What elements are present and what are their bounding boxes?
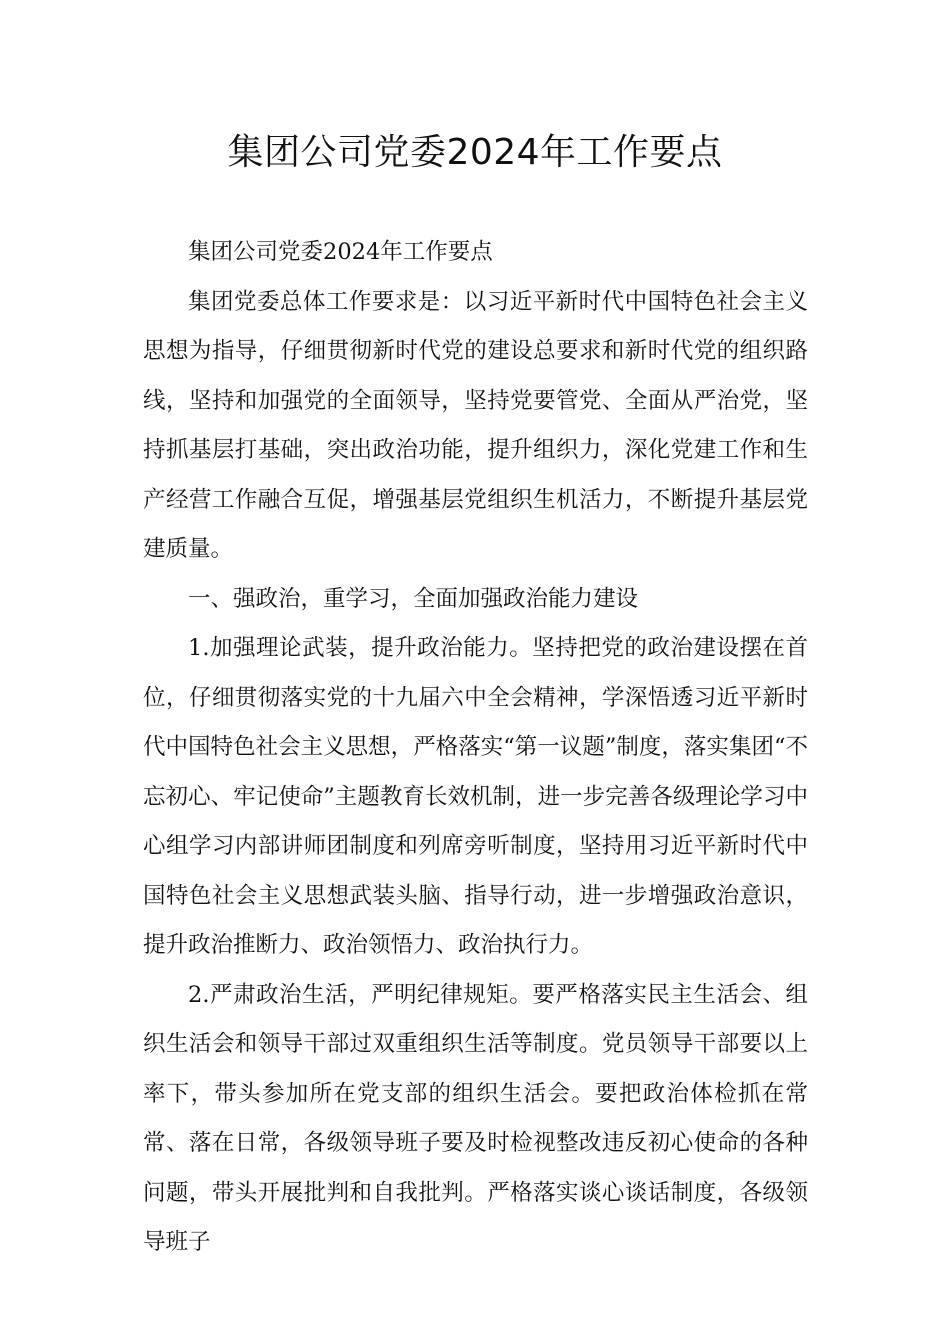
document-title: 集团公司党委2024年工作要点: [227, 132, 723, 173]
paragraph-item-2: 2.严肃政治生活，严明纪律规矩。要严格落实民主生活会、组织生活会和领导干部过双重组织生活等制度。党员领导干部要以上率下，带头参加所在党支部的组织生活会。要把政治体检抓在常常、落在日常，各级领导班子要及时检视整改违反初心使命的各种问题，带头开展批判和自我批判。严格落实谈心谈话制度，各级领导班子: [143, 981, 808, 1255]
document-body: [143, 228, 808, 1268]
paragraph-overall-requirements: 集团党委总体工作要求是：以习近平新时代中国特色社会主义思想为指导，仔细贯彻新时代党的建设总要求和新时代党的组织路线，坚持和加强党的全面领导，坚持党要管党、全面从严治党，坚持抓基层打基础，突出政治功能，提升组织力，深化党建工作和生产经营工作融合互促，增强基层党组织生机活力，不断提升基层党建质量。: [143, 288, 808, 562]
section-heading-1: 一、强政治，重学习，全面加强政治能力建设: [188, 585, 639, 612]
paragraph-item-1: 1.加强理论武装，提升政治能力。坚持把党的政治建设摆在首位，仔细贯彻落实党的十九届六中全会精神，学深悟透习近平新时代中国特色社会主义思想，严格落实“第一议题”制度，落实集团“不忘初心、牢记使命”主题教育长效机制，进一步完善各级理论学习中心组学习内部讲师团制度和列席旁听制度，坚持用习近平新时代中国特色社会主义思想武装头脑、指导行动，进一步增强政治意识，提升政治推断力、政治领悟力、政治执行力。: [143, 635, 808, 958]
paragraph-subtitle: 集团公司党委2024年工作要点: [188, 239, 493, 265]
